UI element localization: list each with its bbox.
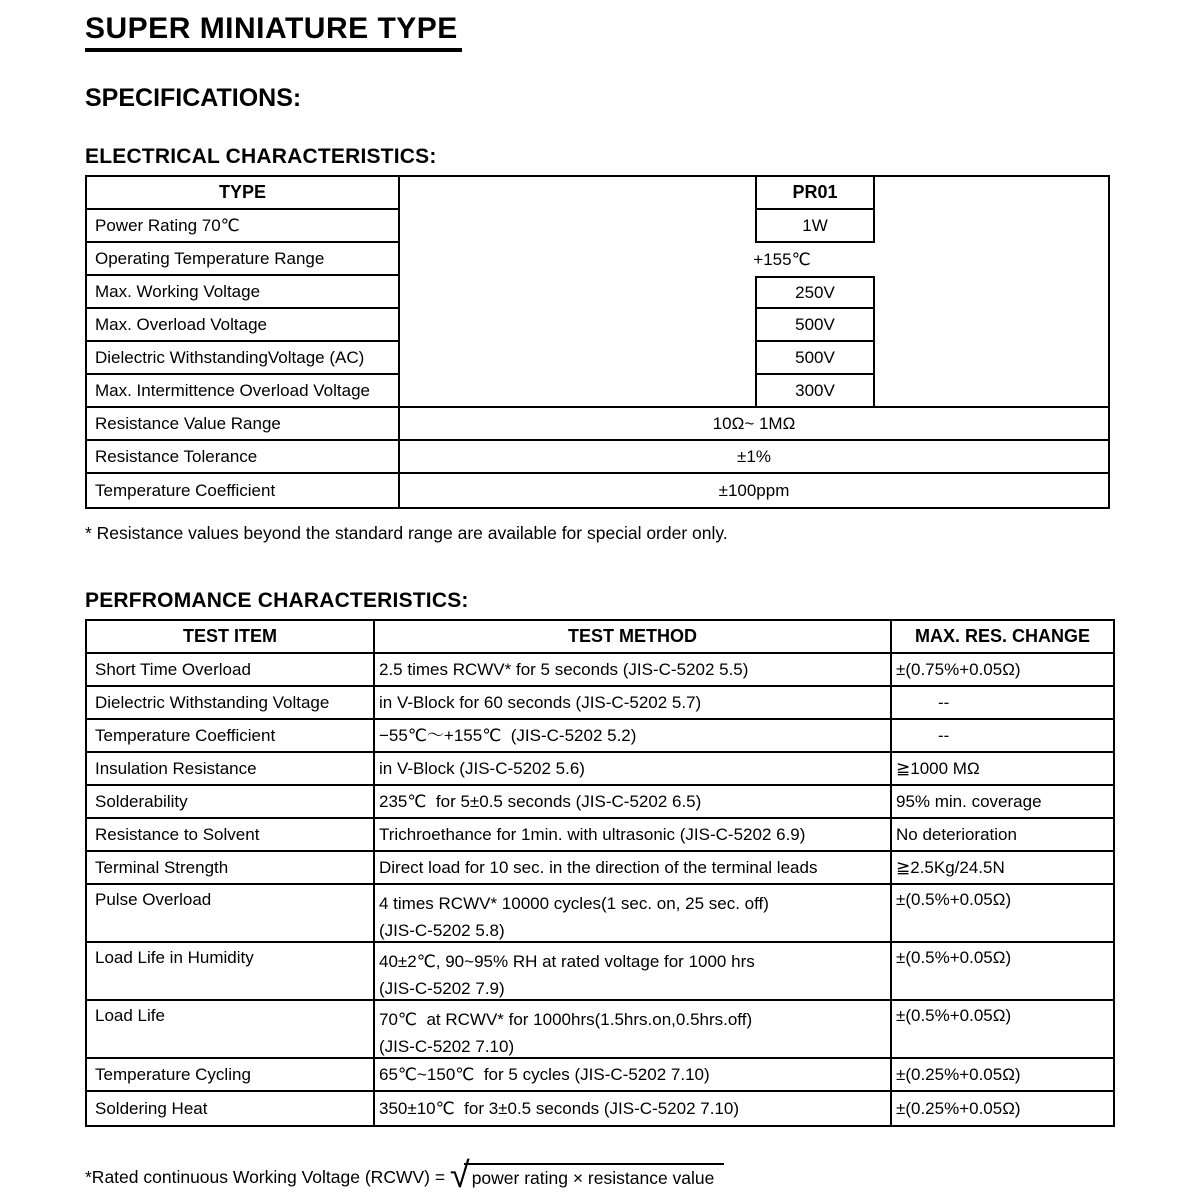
performance-table-row bbox=[87, 943, 1113, 1001]
column-header-max-res-change: MAX. RES. CHANGE bbox=[892, 621, 1113, 654]
electrical-row-label: Power Rating 70℃ bbox=[87, 210, 400, 243]
electrical-table-footnote: * Resistance values beyond the standard range are available for special order only. bbox=[85, 523, 728, 543]
test-method-line: (JIS-C-5202 7.9) bbox=[379, 979, 505, 998]
test-method-cell bbox=[375, 786, 892, 819]
performance-table-row bbox=[87, 1059, 1113, 1092]
electrical-row-value-area bbox=[400, 342, 1108, 375]
test-item-cell: Load Life in Humidity bbox=[87, 943, 375, 1001]
test-method-cell bbox=[375, 852, 892, 885]
electrical-row-label: Max. Working Voltage bbox=[87, 276, 400, 309]
electrical-row-label: TYPE bbox=[87, 177, 400, 210]
column-header-test-method: TEST METHOD bbox=[375, 621, 892, 654]
test-method-cell bbox=[375, 885, 892, 943]
test-method-line: Trichroethance for 1min. with ultrasonic (JIS-C-5202 6.9) bbox=[379, 825, 806, 844]
electrical-table-row bbox=[87, 309, 1108, 342]
performance-table-header-row bbox=[87, 621, 1113, 654]
electrical-table bbox=[85, 175, 1110, 509]
electrical-row-value-area bbox=[400, 210, 1108, 243]
max-res-change-cell: ±(0.75%+0.05Ω) bbox=[892, 654, 1113, 687]
max-res-change-cell: ±(0.25%+0.05Ω) bbox=[896, 1098, 1021, 1118]
test-method-line: in V-Block (JIS-C-5202 5.6) bbox=[379, 759, 585, 778]
electrical-row-label: Temperature Coefficient bbox=[87, 474, 400, 507]
electrical-table-row bbox=[87, 408, 1108, 441]
electrical-row-value-area bbox=[400, 474, 1108, 507]
electrical-row-label: Max. Overload Voltage bbox=[87, 309, 400, 342]
performance-characteristics-heading: PERFROMANCE CHARACTERISTICS: bbox=[85, 589, 469, 612]
electrical-row-value-area bbox=[400, 441, 1108, 474]
performance-table-row bbox=[87, 819, 1113, 852]
test-item-cell: Temperature Coefficient bbox=[87, 720, 375, 753]
electrical-row-value: ±1% bbox=[737, 446, 771, 466]
test-method-cell bbox=[375, 1092, 892, 1125]
electrical-row-value-area bbox=[400, 408, 1108, 441]
test-item-cell: Insulation Resistance bbox=[87, 753, 375, 786]
test-item-cell: Load Life bbox=[87, 1001, 375, 1059]
electrical-row-label: Resistance Tolerance bbox=[87, 441, 400, 474]
electrical-table-row bbox=[87, 375, 1108, 408]
performance-table-row bbox=[87, 753, 1113, 786]
electrical-table-row bbox=[87, 177, 1108, 210]
test-item-cell: Pulse Overload bbox=[87, 885, 375, 943]
test-method-cell bbox=[375, 654, 892, 687]
test-method-line: 350±10℃ for 3±0.5 seconds (JIS-C-5202 7.10) bbox=[379, 1099, 739, 1118]
electrical-row-value-area bbox=[400, 276, 1108, 309]
test-method-line: 2.5 times RCWV* for 5 seconds (JIS-C-5202 5.5) bbox=[379, 660, 749, 679]
max-res-change-cell: -- bbox=[892, 720, 1113, 753]
electrical-row-value: 10Ω~ 1MΩ bbox=[712, 413, 796, 433]
performance-table-row bbox=[87, 885, 1113, 943]
test-method-cell bbox=[375, 753, 892, 786]
test-method-line: (JIS-C-5202 7.10) bbox=[379, 1037, 515, 1056]
electrical-row-value: 500V bbox=[755, 309, 875, 342]
performance-table-row bbox=[87, 1092, 1113, 1125]
electrical-characteristics-heading: ELECTRICAL CHARACTERISTICS: bbox=[85, 145, 437, 168]
electrical-row-value-area bbox=[400, 243, 1108, 276]
test-method-line: Direct load for 10 sec. in the direction of the terminal leads bbox=[379, 858, 818, 877]
test-item-cell: Temperature Cycling bbox=[87, 1059, 375, 1092]
rcwv-footnote-expression: power rating × resistance value bbox=[464, 1163, 725, 1189]
test-method-line: −55℃～+155℃ (JIS-C-5202 5.2) bbox=[379, 726, 637, 745]
performance-table-row bbox=[87, 654, 1113, 687]
max-res-change-cell: ±(0.5%+0.05Ω) bbox=[892, 943, 1113, 1001]
electrical-table-row bbox=[87, 210, 1108, 243]
max-res-change-cell: ≧2.5Kg/24.5N bbox=[892, 852, 1113, 885]
test-method-line: 70℃ at RCWV* for 1000hrs(1.5hrs.on,0.5hrs.off) bbox=[379, 1010, 753, 1029]
max-res-change-cell: ±(0.25%+0.05Ω) bbox=[892, 1059, 1113, 1092]
column-header-test-item: TEST ITEM bbox=[87, 621, 375, 654]
test-method-cell bbox=[375, 720, 892, 753]
performance-table-row bbox=[87, 786, 1113, 819]
electrical-row-value: PR01 bbox=[755, 177, 875, 210]
max-res-change-cell: 95% min. coverage bbox=[892, 786, 1113, 819]
electrical-table-row bbox=[87, 276, 1108, 309]
test-item-cell: Soldering Heat bbox=[87, 1092, 375, 1125]
electrical-row-value-area bbox=[400, 309, 1108, 342]
performance-table-row bbox=[87, 720, 1113, 753]
test-method-cell bbox=[375, 943, 892, 1001]
test-item-cell: Solderability bbox=[87, 786, 375, 819]
test-method-cell bbox=[375, 1059, 892, 1092]
test-method-cell bbox=[375, 687, 892, 720]
electrical-row-value: ±100ppm bbox=[718, 480, 790, 500]
electrical-row-label: Dielectric WithstandingVoltage (AC) bbox=[87, 342, 400, 375]
square-root-radical: √ bbox=[449, 1154, 470, 1195]
electrical-table-row bbox=[87, 243, 1108, 276]
test-item-cell: Terminal Strength bbox=[87, 852, 375, 885]
max-res-change-cell: No deterioration bbox=[892, 819, 1113, 852]
electrical-row-value: 250V bbox=[755, 276, 875, 309]
electrical-row-value-area bbox=[400, 375, 1108, 408]
performance-table bbox=[85, 619, 1115, 1127]
max-res-change-cell: ±(0.5%+0.05Ω) bbox=[892, 885, 1113, 943]
electrical-row-label: Operating Temperature Range bbox=[87, 243, 400, 276]
rcwv-footnote-text: *Rated continuous Working Voltage (RCWV) = bbox=[85, 1167, 450, 1187]
rcwv-footnote bbox=[85, 1156, 724, 1193]
max-res-change-cell: ±(0.5%+0.05Ω) bbox=[892, 1001, 1113, 1059]
electrical-row-value: 500V bbox=[755, 342, 875, 375]
electrical-row-value-area bbox=[400, 177, 1108, 210]
page-title: SUPER MINIATURE TYPE bbox=[85, 12, 462, 52]
electrical-table-row bbox=[87, 441, 1108, 474]
test-method-line: (JIS-C-5202 5.8) bbox=[379, 921, 505, 940]
electrical-row-label: Max. Intermittence Overload Voltage bbox=[87, 375, 400, 408]
test-method-line: 235℃ for 5±0.5 seconds (JIS-C-5202 6.5) bbox=[379, 792, 702, 811]
electrical-table-row bbox=[87, 342, 1108, 375]
test-method-cell bbox=[375, 819, 892, 852]
test-item-cell: Short Time Overload bbox=[87, 654, 375, 687]
specifications-heading: SPECIFICATIONS: bbox=[85, 84, 302, 112]
test-method-line: in V-Block for 60 seconds (JIS-C-5202 5.7) bbox=[379, 693, 702, 712]
test-method-cell bbox=[375, 1001, 892, 1059]
electrical-row-value: +155℃ bbox=[753, 249, 811, 269]
electrical-row-value: 1W bbox=[755, 210, 875, 243]
test-item-cell: Resistance to Solvent bbox=[87, 819, 375, 852]
electrical-row-value: 300V bbox=[755, 375, 875, 406]
performance-table-row bbox=[87, 687, 1113, 720]
electrical-row-label: Resistance Value Range bbox=[87, 408, 400, 441]
max-res-change-cell: ≧1000 MΩ bbox=[892, 753, 1113, 786]
test-method-line: 40±2℃, 90~95% RH at rated voltage for 1000 hrs bbox=[379, 952, 755, 971]
performance-table-row bbox=[87, 1001, 1113, 1059]
electrical-table-row bbox=[87, 474, 1108, 507]
performance-table-row bbox=[87, 852, 1113, 885]
test-method-line: 4 times RCWV* 10000 cycles(1 sec. on, 25 sec. off) bbox=[379, 894, 769, 913]
test-item-cell: Dielectric Withstanding Voltage bbox=[87, 687, 375, 720]
test-method-line: 65℃~150℃ for 5 cycles (JIS-C-5202 7.10) bbox=[379, 1065, 710, 1084]
max-res-change-cell: -- bbox=[892, 687, 1113, 720]
